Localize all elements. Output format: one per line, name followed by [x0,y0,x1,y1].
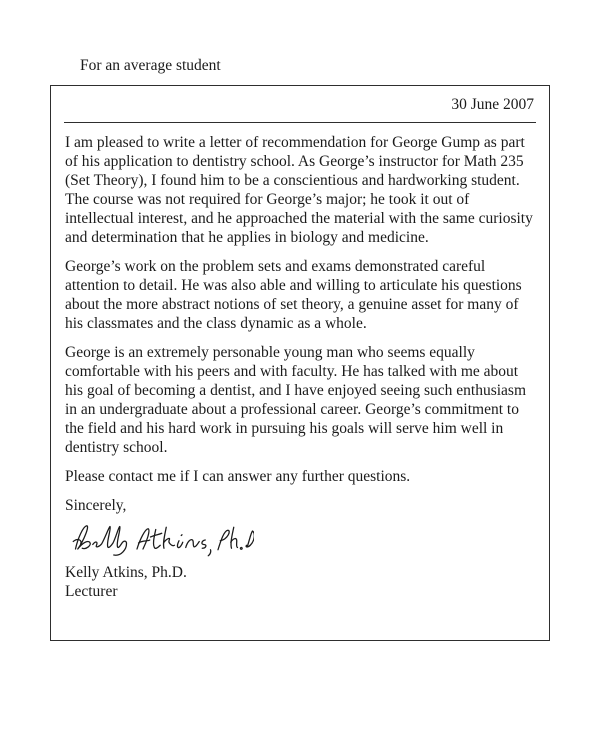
letter-paragraph-4: Please contact me if I can answer any further questions. [65,468,411,485]
letter-closing: Sincerely, [65,497,127,514]
signer-name: Kelly Atkins, Ph.D. [65,564,187,581]
signer-title: Lecturer [65,583,118,600]
date-divider [64,122,536,123]
letter-paragraph-1: I am pleased to write a letter of recommendation for George Gump as part of his application to dentistry school. As George’s instructor for Math 235 (Set Theory), I found him to be a conscientious and hardworking student. The course was not required for George’s major; he took it out of intellectual interest, and he approached the material with the same curiosity and determination that he applies in biology and medicine. [65,134,533,246]
letter-date: 30 June 2007 [451,96,534,113]
letter-container [50,85,550,641]
signature-image [68,519,536,563]
letter-paragraph-2: George’s work on the problem sets and exams demonstrated careful attention to detail. He was also able and willing to articulate his questions about the more abstract notions of set theory, a genuine asset for many of his classmates and the class dynamic as a whole. [65,258,522,332]
letter-paragraph-3: George is an extremely personable young man who seems equally comfortable with his peers and with faculty. He has talked with me about his goal of becoming a dentist, and I have enjoyed seeing such enthusiasm in an undergraduate about a professional career. George’s commitment to the field and his hard work in pursuing his goals will serve him well in dentistry school. [65,344,527,456]
letter-type-label: For an average student [80,57,221,74]
